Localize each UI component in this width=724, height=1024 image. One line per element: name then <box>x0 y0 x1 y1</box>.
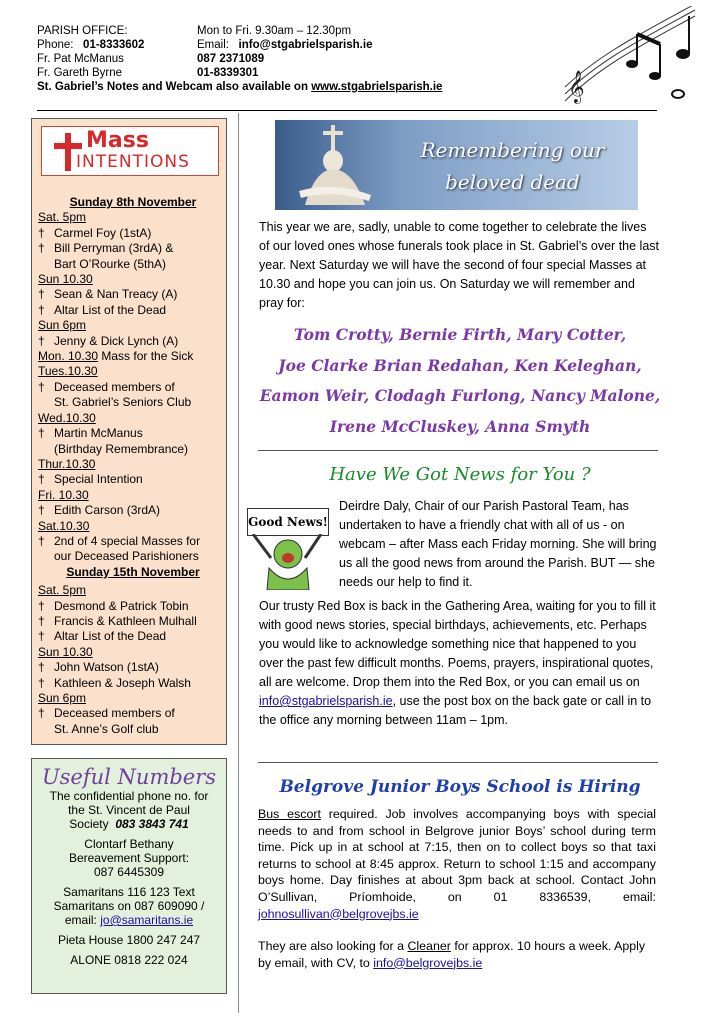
names-line: Joe Clarke Brian Redahan, Ken Keleghan, <box>278 355 642 375</box>
parish-email-link[interactable]: info@stgabrielsparish.ie <box>259 694 393 708</box>
remember-intro: This year we are, sadly, unable to come together to celebrate the lives of our loved ones whose funerals took place in St. Gabriel’s over the last year. Next Saturday we will have the second of four special Masses at 10.30 and hope you can join us. On Saturday we will remember and pray for: <box>259 220 659 310</box>
news-paragraph-2: Our trusty Red Box is back in the Gathering Area, waiting for you to fill it with good news stories, special birthdays, achievements, etc. Perhaps you would like to acknowledge something nice that happened to you over the past few difficult months. Poems, prayers, inspirational quotes, all are welcome. Drop them into the Red Box, or you can email us on info@stgabrielsparish.ie, use the post box on the back gate or call in to the office any morning between 11am – 1pm. <box>259 599 656 727</box>
pieta-statue-icon <box>285 125 385 207</box>
fr2-phone: 01-8339301 <box>197 67 259 79</box>
useful-numbers-panel <box>31 758 227 994</box>
list-item-cont: our Deceased Parishioners <box>54 549 199 564</box>
list-item: † 2nd of 4 special Masses for <box>38 533 201 548</box>
section-divider <box>258 450 658 451</box>
sunday-heading: Sunday 8th November <box>69 195 197 209</box>
belgrove-paragraph-1: Bus escort required. Job involves accompanying boys with special needs to and from school in Belgrove junior Boys’ school during term time. Pick up in at school at 7:15, then on to collect boys so that taxi returns to school at 8:45 approx. Return to school 1:15 and accompany boys home. Day finishes at about 3pm back at school. Contact John O’Sullivan, Príomhoide, on 01 8336539, email: johnosullivan@belgrovejbs.ie <box>258 807 656 921</box>
list-item: † Sean & Nan Treacy (A) <box>38 287 178 302</box>
mass-day: Thur.10.30 <box>38 456 96 471</box>
list-item-cont: St. Gabriel’s Seniors Club <box>54 395 192 410</box>
fr1-name: Fr. Pat McManus <box>37 53 124 65</box>
mass-intentions-panel <box>31 118 227 745</box>
mass-day: Sun 6pm <box>38 691 87 705</box>
list-item: † Altar List of the Dead <box>38 302 167 317</box>
list-item: † Martin McManus <box>38 426 143 441</box>
column-divider <box>238 113 239 1013</box>
list-item: † Edith Carson (3rdA) <box>38 503 161 518</box>
belgrove-title: Belgrove Junior Boys School is Hiring <box>279 777 641 797</box>
music-notes-icon <box>560 6 700 106</box>
names-line: Tom Crotty, Bernie Firth, Mary Cotter, <box>293 325 627 344</box>
office-label: PARISH OFFICE: <box>37 25 128 37</box>
belgrove-email-link[interactable]: johnosullivan@belgrovejbs.ie <box>258 906 419 921</box>
mass-day: Sun 6pm <box>38 318 87 333</box>
svg-text:𝄞: 𝄞 <box>568 70 585 103</box>
fr2-name: Fr. Gareth Byrne <box>37 67 123 79</box>
mass-logo-line2: INTENTIONS <box>76 152 190 172</box>
header-divider <box>37 110 657 111</box>
list-item: † Deceased members of <box>38 706 175 721</box>
phone-value: 01-8333602 <box>83 39 145 51</box>
useful-line: ALONE 0818 222 024 <box>70 953 188 967</box>
news-paragraph-1: Deirdre Daly, Chair of our Parish Pastoral Team, has undertaken to have a friendly chat with all of us - on webcam – after Mass each Friday morning. She will bring us all the good news from around the Parish. BUT — she needs our help to find it. <box>339 499 657 589</box>
email-label: Email: <box>197 39 229 51</box>
list-item: † Desmond & Patrick Tobin <box>38 598 189 613</box>
news-title: Have We Got News for You ? <box>329 464 591 485</box>
useful-line: Clontarf Bethany <box>84 837 174 851</box>
useful-numbers-title: Useful Numbers <box>41 765 217 789</box>
list-item: † Special Intention <box>38 472 143 487</box>
website-link[interactable]: www.stgabrielsparish.ie <box>311 81 443 93</box>
fr1-phone: 087 2371089 <box>197 53 265 65</box>
mass-day: Fri. 10.30 <box>38 487 89 502</box>
cheering-person-icon <box>243 534 335 590</box>
banner-title: Remembering our beloved dead <box>420 138 605 194</box>
mass-day: Sun 10.30 <box>38 272 93 287</box>
remembering-banner <box>275 120 638 210</box>
mass-day-line: Mon. 10.30 Mass for the Sick <box>38 349 194 364</box>
list-item: † Deceased members of <box>38 379 175 394</box>
email-value[interactable]: info@stgabrielsparish.ie <box>238 39 373 51</box>
mass-day: Sat. 5pm <box>38 210 87 225</box>
list-item: † Bill Perryman (3rdA) & <box>38 241 174 256</box>
list-item: † Kathleen & Joseph Walsh <box>38 675 191 690</box>
list-item-cont: St. Anne’s Golf club <box>54 721 159 736</box>
useful-line: 087 6445309 <box>93 865 165 879</box>
list-item: † John Watson (1stA) <box>38 660 159 675</box>
mass-day: Sun 10.30 <box>38 644 93 659</box>
list-item-cont: (Birthday Remembrance) <box>54 441 189 456</box>
section-divider <box>258 762 658 763</box>
notes-text: St. Gabriel’s Notes and Webcam also available on <box>37 81 308 93</box>
useful-line: Pieta House 1800 247 247 <box>57 933 201 947</box>
mass-intentions-logo <box>41 126 219 176</box>
list-item-cont: Bart O’Rourke (5thA) <box>54 256 167 271</box>
belgrove-info-email-link[interactable]: info@belgrovejbs.ie <box>373 955 483 970</box>
parish-header <box>37 24 617 94</box>
remembered-names <box>255 320 665 442</box>
list-item: † Francis & Kathleen Mulhall <box>38 613 197 628</box>
mass-day: Sat.10.30 <box>38 518 90 533</box>
list-item: † Altar List of the Dead <box>38 629 167 644</box>
useful-line: the St. Vincent de Paul <box>68 803 190 817</box>
sunday-heading: Sunday 15th November <box>66 564 200 579</box>
useful-line: email: jo@samaritans.ie <box>64 913 194 927</box>
good-news-illustration <box>243 500 335 590</box>
mass-list <box>38 195 228 737</box>
useful-line: Society 083 3843 741 <box>69 817 189 831</box>
office-hours: Mon to Fri. 9.30am – 12.30pm <box>197 25 352 37</box>
mass-day: Sat. 5pm <box>38 583 87 598</box>
useful-line: The confidential phone no. for <box>49 789 209 803</box>
names-line: Irene McCluskey, Anna Smyth <box>329 416 591 436</box>
mass-day: Wed.10.30 <box>38 410 96 425</box>
mass-logo-line1: Mass <box>86 128 149 153</box>
mass-day: Tues.10.30 <box>38 364 98 379</box>
good-news-sign: Good News! <box>247 508 329 536</box>
list-item: † Jenny & Dick Lynch (A) <box>38 333 179 348</box>
names-line: Eamon Weir, Clodagh Furlong, Nancy Malone, <box>259 386 661 405</box>
useful-line: Samaritans on 087 609090 / <box>53 899 205 913</box>
belgrove-paragraph-2: They are also looking for a Cleaner for approx. 10 hours a week. Apply by email, with CV, to info@belgrovejbs.ie <box>258 939 646 970</box>
list-item: † Carmel Foy (1stA) <box>38 225 152 240</box>
phone-label: Phone: <box>37 39 74 51</box>
samaritans-email-link[interactable]: jo@samaritans.ie <box>100 913 194 927</box>
useful-line: Bereavement Support: <box>68 851 190 865</box>
useful-line: Samaritans 116 123 Text <box>63 885 195 899</box>
